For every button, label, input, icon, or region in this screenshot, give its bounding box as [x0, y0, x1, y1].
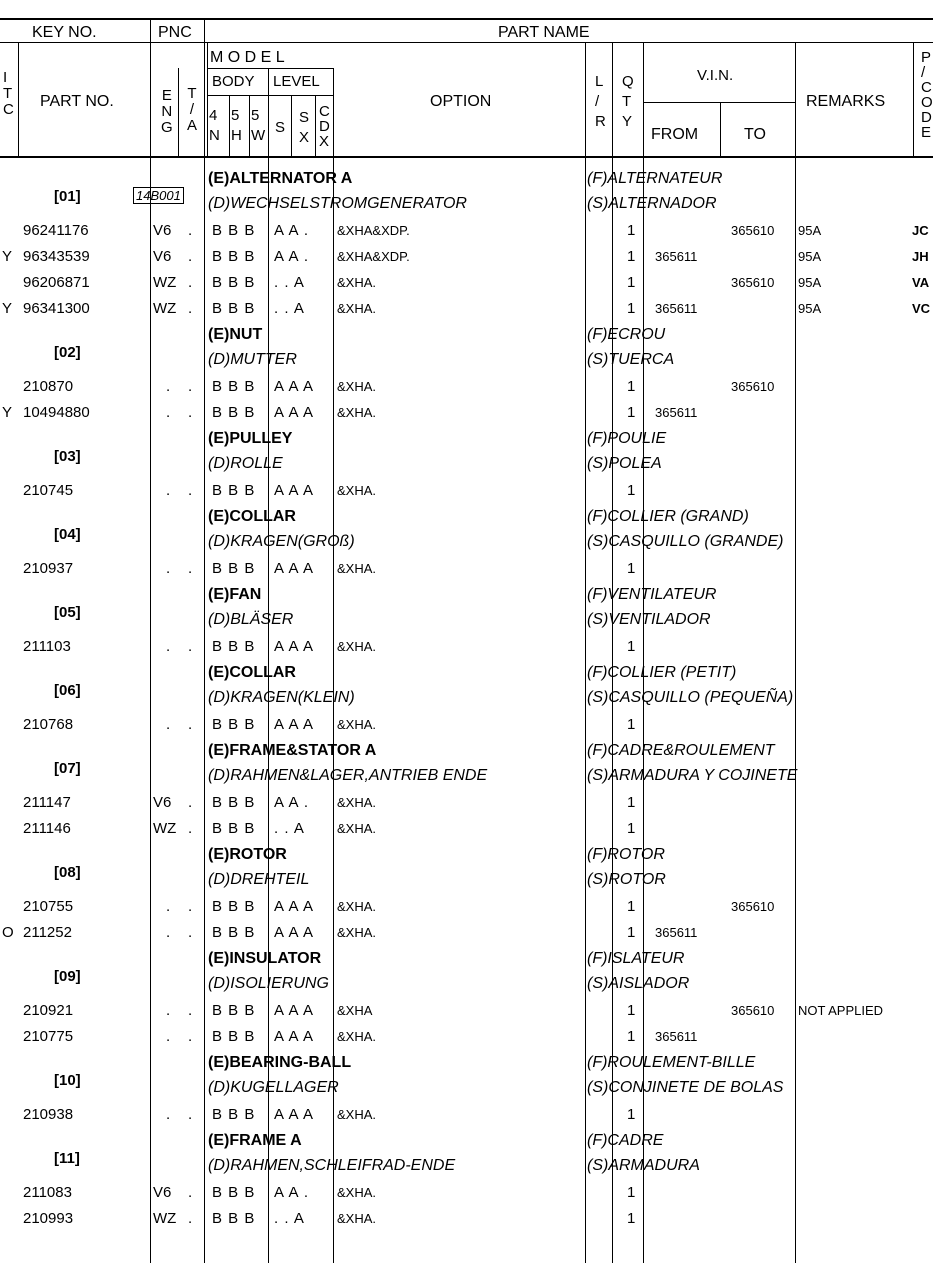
part-number: 211252	[23, 924, 72, 941]
part-name-de: (D)DREHTEIL	[208, 871, 310, 888]
grid-line	[0, 18, 933, 20]
body-codes: B B B	[212, 404, 256, 421]
key-no: [04]	[54, 526, 81, 543]
key-no: [01]	[54, 188, 81, 205]
model-header: M O D E L	[210, 49, 285, 66]
option-code: &XHA.	[337, 899, 377, 914]
part-name-en: (E)NUT	[208, 326, 263, 343]
part-name-es: (S)ALTERNADOR	[587, 195, 717, 212]
part-name-en: (E)COLLAR	[208, 664, 296, 681]
option-code: &XHA.	[337, 1185, 377, 1200]
ta-code: .	[188, 404, 193, 421]
engine-code: V6	[153, 222, 172, 239]
body-codes: B B B	[212, 378, 256, 395]
key-no: [10]	[54, 1072, 81, 1089]
grid-line	[229, 95, 230, 156]
quantity: 1	[627, 560, 636, 577]
key-no: [08]	[54, 864, 81, 881]
grid-line	[0, 156, 933, 158]
option-code: &XHA&XDP.	[337, 249, 410, 264]
part-number: 211103	[23, 638, 71, 655]
production-code: VA	[912, 275, 930, 290]
level-codes: A A A	[274, 482, 315, 499]
vin-from-header: FROM	[651, 126, 699, 143]
quantity: 1	[627, 300, 636, 317]
part-name-fr: (F)ECROU	[587, 326, 666, 343]
engine-code: V6	[153, 248, 172, 265]
pnc-header: PNC	[158, 24, 192, 41]
ta-code: .	[188, 1028, 193, 1045]
itc-flag: Y	[2, 300, 13, 317]
part-number: 210938	[23, 1106, 74, 1123]
option-header: OPTION	[430, 93, 492, 110]
ta-code: .	[188, 560, 193, 577]
part-name-header: PART NAME	[498, 24, 590, 41]
ta-code: .	[188, 378, 193, 395]
quantity: 1	[627, 1106, 636, 1123]
engine-code: .	[166, 378, 171, 395]
ta-code: .	[188, 482, 193, 499]
part-name-en: (E)PULLEY	[208, 430, 293, 447]
body-codes: B B B	[212, 716, 256, 733]
itc-header: I T C	[3, 69, 14, 118]
level-codes: A A A	[274, 924, 315, 941]
vin-to: 365610	[731, 1003, 775, 1018]
engine-code: .	[166, 1002, 171, 1019]
ta-code: .	[188, 248, 193, 265]
option-code: &XHA.	[337, 717, 377, 732]
vin-from: 365611	[655, 301, 698, 316]
part-number: 211147	[23, 794, 71, 811]
part-number: 211146	[23, 820, 71, 837]
remarks-header: REMARKS	[806, 93, 886, 110]
part-name-fr: (F)ALTERNATEUR	[587, 170, 723, 187]
body-codes: B B B	[212, 638, 256, 655]
part-name-de: (D)KRAGEN(KLEIN)	[208, 689, 355, 706]
quantity: 1	[627, 248, 636, 265]
engine-code: .	[166, 638, 171, 655]
quantity: 1	[627, 1002, 636, 1019]
eng-header: E N G	[161, 87, 173, 136]
grid-line	[204, 18, 205, 1263]
level-codes: A A A	[274, 560, 315, 577]
part-name-en: (E)COLLAR	[208, 508, 296, 525]
part-name-de: (D)WECHSELSTROMGENERATOR	[208, 195, 467, 212]
engine-code: .	[166, 924, 171, 941]
level-codes: A A A	[274, 404, 315, 421]
part-name-de: (D)KRAGEN(GROß)	[208, 533, 355, 550]
quantity: 1	[627, 1184, 636, 1201]
level-codes: . . A	[274, 274, 305, 291]
engine-code: WZ	[153, 1210, 177, 1227]
engine-code: WZ	[153, 820, 177, 837]
quantity: 1	[627, 404, 636, 421]
key-no-header: KEY NO.	[32, 24, 97, 41]
vin-from: 365611	[655, 249, 698, 264]
key-no: [09]	[54, 968, 81, 985]
option-code: &XHA.	[337, 1029, 377, 1044]
ta-code: .	[188, 274, 193, 291]
body-codes: B B B	[212, 248, 256, 265]
part-number: 210937	[23, 560, 74, 577]
level-codes: A A .	[274, 1184, 310, 1201]
part-name-es: (S)POLEA	[587, 455, 662, 472]
quantity: 1	[627, 638, 636, 655]
part-name-en: (E)ROTOR	[208, 846, 287, 863]
part-number: 210755	[23, 898, 74, 915]
level-codes: A A A	[274, 638, 315, 655]
part-number: 210993	[23, 1210, 74, 1227]
quantity: 1	[627, 1210, 636, 1227]
part-name-es: (S)AISLADOR	[587, 975, 690, 992]
vin-from: 365611	[655, 1029, 698, 1044]
body-codes: B B B	[212, 820, 256, 837]
grid-line	[315, 95, 316, 156]
ta-code: .	[188, 924, 193, 941]
part-name-es: (S)CASQUILLO (PEQUEÑA)	[587, 689, 794, 706]
level-codes: A A .	[274, 222, 310, 239]
quantity: 1	[627, 222, 636, 239]
part-name-de: (D)RAHMEN&LAGER,ANTRIEB ENDE	[208, 767, 488, 784]
part-name-de: (D)KUGELLAGER	[208, 1079, 339, 1096]
vin-to-header: TO	[744, 126, 766, 143]
part-number: 210745	[23, 482, 74, 499]
quantity: 1	[627, 1028, 636, 1045]
level-codes: A A .	[274, 248, 310, 265]
part-number: 210768	[23, 716, 74, 733]
engine-code: .	[166, 898, 171, 915]
ta-code: .	[188, 1184, 193, 1201]
engine-code: .	[166, 1028, 171, 1045]
body-header: BODY	[212, 73, 255, 90]
ta-code: .	[188, 820, 193, 837]
part-name-en: (E)FRAME&STATOR A	[208, 742, 377, 759]
remarks-text: 95A	[798, 249, 822, 264]
part-name-fr: (F)POULIE	[587, 430, 667, 447]
part-name-de: (D)ROLLE	[208, 455, 283, 472]
level-sx-header: S X	[299, 109, 310, 146]
quantity: 1	[627, 482, 636, 499]
engine-code: V6	[153, 794, 172, 811]
itc-flag: Y	[2, 404, 13, 421]
key-no: [06]	[54, 682, 81, 699]
pcode-header: P / C O D E	[921, 49, 933, 141]
vin-to: 365610	[731, 275, 775, 290]
key-no: [07]	[54, 760, 81, 777]
option-code: &XHA.	[337, 795, 377, 810]
grid-line	[249, 95, 250, 156]
quantity: 1	[627, 898, 636, 915]
engine-code: WZ	[153, 300, 177, 317]
body-codes: B B B	[212, 560, 256, 577]
grid-line	[0, 42, 933, 43]
quantity: 1	[627, 274, 636, 291]
level-codes: A A A	[274, 716, 315, 733]
grid-line	[207, 68, 333, 69]
key-no: [11]	[54, 1150, 80, 1167]
quantity: 1	[627, 794, 636, 811]
body-codes: B B B	[212, 1184, 256, 1201]
level-codes: A A A	[274, 1106, 315, 1123]
body-5h-header: 5 H	[231, 107, 242, 144]
part-name-es: (S)CASQUILLO (GRANDE)	[587, 533, 784, 550]
level-codes: A A A	[274, 1028, 315, 1045]
part-name-fr: (F)COLLIER (GRAND)	[587, 508, 749, 525]
part-name-de: (D)BLÄSER	[208, 611, 294, 628]
level-cdx-header: C D X	[319, 103, 330, 150]
qty-header: Q T Y	[622, 73, 634, 130]
part-name-de: (D)MUTTER	[208, 351, 297, 368]
part-number: 210870	[23, 378, 74, 395]
option-code: &XHA.	[337, 1107, 377, 1122]
level-codes: A A A	[274, 1002, 315, 1019]
part-number: 96341300	[23, 300, 90, 317]
body-codes: B B B	[212, 924, 256, 941]
engine-code: .	[166, 482, 171, 499]
level-codes: . . A	[274, 300, 305, 317]
key-no: [03]	[54, 448, 81, 465]
part-name-es: (S)ROTOR	[587, 871, 666, 888]
level-codes: A A .	[274, 794, 310, 811]
part-number: 210775	[23, 1028, 74, 1045]
part-name-fr: (F)COLLIER (PETIT)	[587, 664, 737, 681]
ta-code: .	[188, 716, 193, 733]
part-name-en: (E)INSULATOR	[208, 950, 322, 967]
option-code: &XHA.	[337, 1211, 377, 1226]
part-name-es: (S)ARMADURA Y COJINETE	[587, 767, 798, 784]
remarks-text: 95A	[798, 301, 822, 316]
part-name-en: (E)FRAME A	[208, 1132, 302, 1149]
key-no: [05]	[54, 604, 81, 621]
part-name-de: (D)RAHMEN,SCHLEIFRAD-ENDE	[208, 1157, 456, 1174]
part-name-fr: (F)ROTOR	[587, 846, 665, 863]
engine-code: .	[166, 1106, 171, 1123]
grid-line	[720, 102, 721, 156]
body-codes: B B B	[212, 1106, 256, 1123]
level-codes: . . A	[274, 1210, 305, 1227]
engine-code: .	[166, 404, 171, 421]
level-codes: A A A	[274, 898, 315, 915]
option-code: &XHA.	[337, 379, 377, 394]
body-codes: B B B	[212, 1028, 256, 1045]
body-4n-header: 4 N	[209, 107, 220, 144]
option-code: &XHA.	[337, 405, 377, 420]
option-code: &XHA.	[337, 483, 377, 498]
option-code: &XHA.	[337, 301, 377, 316]
body-codes: B B B	[212, 898, 256, 915]
body-codes: B B B	[212, 794, 256, 811]
ta-code: .	[188, 898, 193, 915]
part-name-fr: (F)CADRE&ROULEMENT	[587, 742, 775, 759]
ta-code: .	[188, 222, 193, 239]
production-code: JH	[912, 249, 929, 264]
part-name-en: (E)ALTERNATOR A	[208, 170, 353, 187]
remarks-text: 95A	[798, 223, 822, 238]
part-name-fr: (F)ROULEMENT-BILLE	[587, 1054, 756, 1071]
part-name-fr: (F)VENTILATEUR	[587, 586, 717, 603]
body-codes: B B B	[212, 274, 256, 291]
part-name-es: (S)TUERCA	[587, 351, 675, 368]
ta-header: T / A	[187, 85, 198, 134]
ta-code: .	[188, 638, 193, 655]
option-code: &XHA&XDP.	[337, 223, 410, 238]
part-name-fr: (F)ISLATEUR	[587, 950, 685, 967]
grid-line	[178, 68, 179, 156]
part-number: 96343539	[23, 248, 90, 265]
grid-line	[913, 42, 914, 156]
part-name-es: (S)ARMADURA	[587, 1157, 700, 1174]
ta-code: .	[188, 1106, 193, 1123]
ta-code: .	[188, 1002, 193, 1019]
vin-to: 365610	[731, 223, 775, 238]
remarks-text: 95A	[798, 275, 822, 290]
option-code: &XHA.	[337, 561, 377, 576]
quantity: 1	[627, 716, 636, 733]
remarks-text: NOT APPLIED	[798, 1003, 884, 1018]
vin-from: 365611	[655, 925, 698, 940]
body-codes: B B B	[212, 482, 256, 499]
grid-line	[643, 102, 795, 103]
option-code: &XHA.	[337, 639, 377, 654]
engine-code: V6	[153, 1184, 172, 1201]
level-s-header: S	[275, 119, 286, 136]
part-number: 210921	[23, 1002, 74, 1019]
ta-code: .	[188, 300, 193, 317]
body-codes: B B B	[212, 222, 256, 239]
grid-line	[585, 42, 586, 1263]
vin-to: 365610	[731, 899, 775, 914]
option-code: &XHA	[337, 1003, 373, 1018]
body-codes: B B B	[212, 300, 256, 317]
part-name-es: (S)CONJINETE DE BOLAS	[587, 1079, 784, 1096]
part-name-en: (E)BEARING-BALL	[208, 1054, 352, 1071]
itc-flag: O	[2, 924, 14, 941]
pnc-code: 14B001	[133, 187, 184, 204]
ta-code: .	[188, 794, 193, 811]
level-header: LEVEL	[273, 73, 320, 90]
lr-header: L / R	[595, 73, 606, 130]
engine-code: .	[166, 716, 171, 733]
vin-from: 365611	[655, 405, 698, 420]
grid-line	[18, 42, 19, 156]
production-code: JC	[912, 223, 929, 238]
body-codes: B B B	[212, 1002, 256, 1019]
part-name-de: (D)ISOLIERUNG	[208, 975, 329, 992]
body-5w-header: 5 W	[251, 107, 266, 144]
part-number: 10494880	[23, 404, 90, 421]
option-code: &XHA.	[337, 925, 377, 940]
grid-line	[795, 42, 796, 1263]
vin-header: V.I.N.	[697, 67, 734, 84]
part-no-header: PART NO.	[40, 93, 114, 110]
grid-line	[207, 42, 208, 156]
grid-line	[291, 95, 292, 156]
quantity: 1	[627, 924, 636, 941]
vin-to: 365610	[731, 379, 775, 394]
part-name-en: (E)FAN	[208, 586, 262, 603]
body-codes: B B B	[212, 1210, 256, 1227]
option-code: &XHA.	[337, 821, 377, 836]
option-code: &XHA.	[337, 275, 377, 290]
part-name-es: (S)VENTILADOR	[587, 611, 711, 628]
ta-code: .	[188, 1210, 193, 1227]
level-codes: A A A	[274, 378, 315, 395]
quantity: 1	[627, 820, 636, 837]
part-number: 211083	[23, 1184, 72, 1201]
key-no: [02]	[54, 344, 81, 361]
engine-code: WZ	[153, 274, 177, 291]
production-code: VC	[912, 301, 931, 316]
part-name-fr: (F)CADRE	[587, 1132, 664, 1149]
itc-flag: Y	[2, 248, 13, 265]
part-number: 96206871	[23, 274, 90, 291]
quantity: 1	[627, 378, 636, 395]
level-codes: . . A	[274, 820, 305, 837]
engine-code: .	[166, 560, 171, 577]
grid-line	[150, 18, 151, 1263]
part-number: 96241176	[23, 222, 89, 239]
